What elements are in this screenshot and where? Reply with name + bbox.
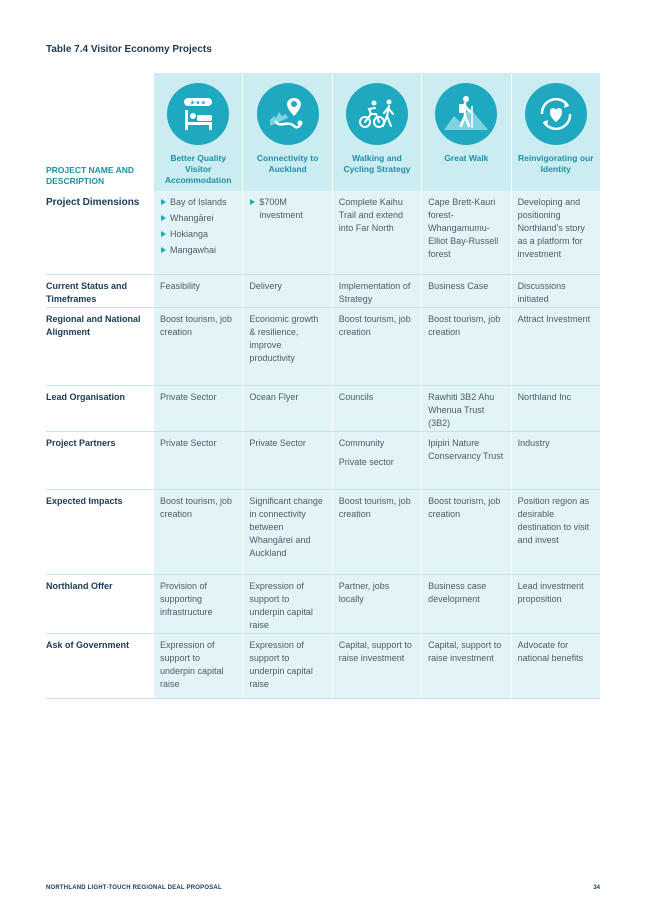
table-row xyxy=(46,275,600,308)
table-cell: Expression of support to underpin capital raise xyxy=(242,575,331,633)
table-cell: Ocean Flyer xyxy=(242,386,331,431)
table-cell: Northland Inc xyxy=(511,386,600,431)
row-label: Current Status and Timeframes xyxy=(46,281,128,304)
table-cell: Ipipiri Nature Conservancy Trust xyxy=(421,432,510,489)
row-label: Project Dimensions xyxy=(46,197,140,208)
row-label: Regional and National Alignment xyxy=(46,314,141,337)
table-cell: Boost tourism, job creation xyxy=(332,490,421,574)
table-row xyxy=(46,308,600,386)
page-number: 34 xyxy=(593,885,600,891)
column-header-accommodation xyxy=(153,73,242,191)
table-cell: Attract Investment xyxy=(511,308,600,385)
table-cell: Expression of support to underpin capital raise xyxy=(242,634,331,698)
table-cell xyxy=(153,191,242,274)
table-cell: Business case development xyxy=(421,575,510,633)
table-cell: Councils xyxy=(332,386,421,431)
svg-text:★★★: ★★★ xyxy=(190,99,207,107)
table-cell: Delivery xyxy=(242,275,331,307)
hiker-mountain-icon xyxy=(435,83,497,145)
table-cell: Cape Brett-Kauri forest-Whangamumu-Elliot Bay-Russell forest xyxy=(421,191,510,274)
list-item: Hokianga xyxy=(160,228,236,241)
list-item: Mangawhai xyxy=(160,244,236,257)
list-item: Bay of Islands xyxy=(160,196,236,209)
table-cell: Economic growth & resilience, improve productivity xyxy=(242,308,331,385)
table-row xyxy=(46,575,600,634)
table-row xyxy=(46,432,600,490)
column-header-identity xyxy=(511,73,600,191)
column-title: Better Quality Visitor Accommodation xyxy=(164,153,232,185)
table-cell: Boost tourism, job creation xyxy=(421,308,510,385)
table-cell: Business Case xyxy=(421,275,510,307)
table-cell: Developing and positioning Northland’s story as a platform for investment xyxy=(511,191,600,274)
cycling-walking-icon xyxy=(346,83,408,145)
table-header-row xyxy=(46,73,600,191)
row-label: Lead Organisation xyxy=(46,392,126,402)
column-header-great-walk xyxy=(421,73,510,191)
footer-document-title: NORTHLAND LIGHT-TOUCH REGIONAL DEAL PROPOSAL xyxy=(46,885,222,891)
column-title: Great Walk xyxy=(444,153,489,163)
table-cell: Lead investment proposition xyxy=(511,575,600,633)
table-cell: Private Sector xyxy=(153,386,242,431)
row-label: Expected Impacts xyxy=(46,496,123,506)
table-cell: Discussions initiated xyxy=(511,275,600,307)
cell-text: Community xyxy=(338,438,385,448)
row-label: Ask of Government xyxy=(46,640,130,650)
list-item: Whangārei xyxy=(160,212,236,225)
table-row xyxy=(46,490,600,575)
table-cell: Boost tourism, job creation xyxy=(153,308,242,385)
project-name-header: PROJECT NAME AND DESCRIPTION xyxy=(46,165,134,186)
table-cell: Feasibility xyxy=(153,275,242,307)
table-row xyxy=(46,386,600,432)
table-cell: Advocate for national benefits xyxy=(511,634,600,698)
row-label: Northland Offer xyxy=(46,581,113,591)
bullet-list xyxy=(249,196,325,222)
table-title: Table 7.4 Visitor Economy Projects xyxy=(46,44,212,55)
table-cell: Partner, jobs locally xyxy=(332,575,421,633)
table-cell: Capital, support to raise investment xyxy=(332,634,421,698)
table-row xyxy=(46,191,600,275)
table-cell: Boost tourism, job creation xyxy=(421,490,510,574)
table-cell: Complete Kaihu Trail and extend into Far North xyxy=(332,191,421,274)
table-cell: Boost tourism, job creation xyxy=(153,490,242,574)
table-cell: Position region as desirable destination to visit and invest xyxy=(511,490,600,574)
table-cell: Capital, support to raise investment xyxy=(421,634,510,698)
column-header-walking-cycling xyxy=(332,73,421,191)
column-title: Reinvigorating our Identity xyxy=(517,153,594,174)
table-cell xyxy=(242,191,331,274)
table-cell: Boost tourism, job creation xyxy=(332,308,421,385)
heart-cycle-icon xyxy=(525,83,587,145)
column-title: Walking and Cycling Strategy xyxy=(343,153,411,174)
bullet-list xyxy=(160,196,236,257)
table-cell: Provision of supporting infrastructure xyxy=(153,575,242,633)
table-row xyxy=(46,634,600,699)
table-cell: Private Sector xyxy=(242,432,331,489)
list-item: $700M investment xyxy=(249,196,325,222)
column-title: Connectivity to Auckland xyxy=(256,153,319,174)
table-cell: Implementation of Strategy xyxy=(332,275,421,307)
visitor-economy-table xyxy=(46,73,600,699)
table-cell: Significant change in connectivity between Whangārei and Auckland xyxy=(242,490,331,574)
table-cell: Rawhiti 3B2 Ahu Whenua Trust (3B2) xyxy=(421,386,510,431)
hotel-bed-icon xyxy=(167,83,229,145)
column-header-connectivity xyxy=(242,73,331,191)
row-label: Project Partners xyxy=(46,438,116,448)
map-route-icon xyxy=(257,83,319,145)
table-cell: Industry xyxy=(511,432,600,489)
table-cell: Expression of support to underpin capital raise xyxy=(153,634,242,698)
table-cell: Private Sector xyxy=(153,432,242,489)
table-cell xyxy=(332,432,421,489)
cell-text: Private sector xyxy=(338,457,394,467)
